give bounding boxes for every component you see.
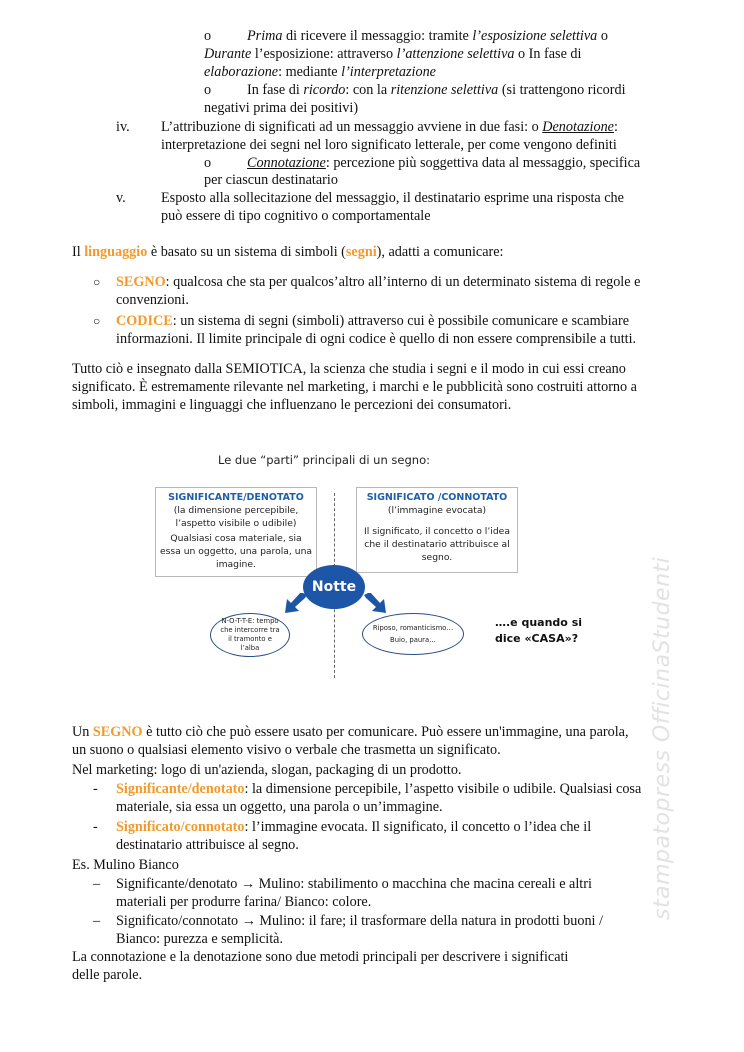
ellipse-line: Riposo, romanticismo… [372,623,454,632]
text-span: l’esposizione selettiva [472,28,598,44]
text-span: Nel marketing: logo di un'azienda, slogan, packaging di un prodotto. [72,762,462,778]
text-span: destinatario attribuisce al segno. [116,837,299,853]
text-span: : percezione più soggettiva data al messaggio, specifica [325,155,641,171]
box-line: Il significato, il concetto o l’idea [364,526,510,537]
text-span: l’interpretazione [341,64,436,80]
mulino-line: Significato/connotato → Mulino: il fare; il trasformare della natura in prodotti buoni / [116,913,603,929]
text-span: ritenzione selettiva [390,82,499,98]
linguaggio-intro [72,243,504,261]
highlighted-term: Significato/connotato [116,819,245,835]
watermark: stampatopress OfficinaStudenti [650,556,675,920]
box-line: l’aspetto visibile o udibile) [175,518,297,529]
rich-line [116,330,636,348]
text-span: ricordo [303,82,346,98]
rich-line [247,27,608,45]
dash-marker: – [93,876,101,892]
dash-marker: - [93,781,98,797]
text-span: negativi prima dei positivi) [204,100,359,116]
significato-box [356,487,518,573]
text-span: un suono o qualsiasi elemento visivo o verbale che trasmetta un significato. [72,742,501,758]
text-span: o In fase di [514,46,582,62]
highlighted-term: CODICE [116,313,173,329]
text-span: può essere di tipo cognitivo o comportamentale [161,208,431,224]
rich-line [116,312,629,330]
text-span: l’esposizione: attraverso [251,46,397,62]
highlighted-term: Significante/denotato [116,781,245,797]
box-line: Qualsiasi cosa materiale, sia [170,533,302,544]
text-span: o [597,28,608,44]
dash-marker: – [93,913,101,929]
rich-line [116,798,443,816]
sub-item-marker: o [204,28,212,44]
ellipse-line: l’alba [240,644,260,652]
rich-line [72,723,629,741]
question-line: dice «CASA»? [495,632,579,645]
rich-line [116,818,591,836]
text-span: (si trattengono ricordi [498,82,626,98]
text-span: : mediante [278,64,342,80]
rich-line [161,118,618,136]
box-line: essa un oggetto, una parola, una [159,546,313,557]
text-span: In fase di [247,82,304,98]
text-span: Durante [204,46,252,62]
highlighted-term: SEGNO [92,724,143,740]
text-span: ), adatti a comunicare: [376,244,504,260]
text-span: è basato su un sistema di simboli ( [147,244,346,260]
rich-line [204,45,581,63]
sub-item-marker: o [204,82,212,98]
mulino-line: Significante/denotato → Mulino: stabilimento o macchina che macina cereali e altri [116,876,592,892]
significante-box [155,487,317,577]
box-line: (l’immagine evocata) [387,505,487,516]
rich-line [247,154,640,172]
mulino-line: materiali per produrre farina/ Bianco: colore. [116,894,372,910]
notte-bubble: Notte [303,565,365,609]
text-span: : con la [345,82,391,98]
roman-marker: v. [116,190,126,206]
text-span: per ciascun destinatario [204,172,338,188]
text-span: Un [72,724,93,740]
connotation-ellipse [362,613,464,655]
roman-marker: iv. [116,119,130,135]
rich-line [116,780,641,798]
semiotica-line: simboli, immagini e linguaggi che influenzano le percezioni dei consumatori. [72,397,512,413]
mulino-line: Bianco: purezza e semplicità. [116,931,284,947]
text-span: : [613,119,618,135]
rich-line [161,207,431,225]
text-span: è tutto ciò che può essere usato per comunicare. Può essere un'immagine, una parola, [142,724,629,740]
casa-question [495,615,582,647]
mulino-heading: Es. Mulino Bianco [72,857,179,873]
rich-line [116,291,189,309]
sign-diagram [150,445,600,670]
rich-line [116,836,299,854]
semiotica-line: Tutto ciò e insegnato dalla SEMIOTICA, la scienza che studia i segni e il modo in cui essi creano [72,361,626,377]
highlighted-term: segni [345,244,377,260]
left-arrow-icon [283,593,309,615]
right-arrow-icon [362,593,388,615]
highlighted-term: SEGNO [116,274,166,290]
rich-line [204,171,338,189]
text-span: L’attribuzione di significati ad un messaggio avviene in due fasi: o [161,119,543,135]
closing-line: La connotazione e la denotazione sono due metodi principali per descrivere i significati [72,949,569,965]
text-span: materiale, sia essa un oggetto, una parola o un’immagine. [116,799,443,815]
box-line: che il destinatario attribuisce al [364,539,510,550]
text-span: : un sistema di segni (simboli) attraverso cui è possibile comunicare e scambiare [172,313,629,329]
text-span: Connotazione [247,155,326,171]
text-span: l’attenzione selettiva [396,46,515,62]
text-span: : la dimensione percepibile, l’aspetto visibile o udibile. Qualsiasi cosa [244,781,642,797]
rich-line [116,273,640,291]
text-span: Il [72,244,85,260]
semiotica-line: significato. È estremamente rilevante nel marketing, i marchi e le pubblicità sono costruiti attorno a [72,379,637,395]
rich-line [72,741,501,759]
bullet-marker: ○ [93,275,101,289]
closing-line: delle parole. [72,967,143,983]
rich-line [161,189,624,207]
text-span: elaborazione [204,64,279,80]
text-span: : l’immagine evocata. Il significato, il concetto o l’idea che il [244,819,592,835]
denotation-ellipse [210,613,290,657]
text-span: di ricevere il messaggio: tramite [282,28,473,44]
text-span: convenzioni. [116,292,189,308]
rich-line [247,81,626,99]
box-line: segno. [421,552,453,563]
box-line: (la dimensione percepibile, [173,505,299,516]
text-span: Denotazione [542,119,614,135]
highlighted-term: linguaggio [84,244,148,260]
significato-title: SIGNIFICATO /CONNOTATO [366,492,508,503]
rich-line [72,761,461,779]
box-line: imagine. [216,559,256,570]
box-spacer [357,517,517,525]
rich-line [204,63,436,81]
ellipse-line: il tramonto e [228,635,272,643]
dash-marker: - [93,819,98,835]
bullet-marker: ○ [93,314,101,328]
ellipse-line: Buio, paura… [390,635,436,644]
diagram-title: Le due “parti” principali di un segno: [218,453,430,467]
text-span: : qualcosa che sta per qualcos’altro all’interno di un determinato sistema di regole e [165,274,641,290]
text-span: Prima [247,28,283,44]
text-span: informazioni. Il limite principale di ogni codice è quello di non essere comprensibile a tutti. [116,331,637,347]
text-span: Esposto alla sollecitazione del messaggio, il destinatario esprime una risposta che [161,190,624,206]
text-span: interpretazione dei segni nel loro significato letterale, per come vengono definiti [161,137,617,153]
ellipse-line: N-O-T-T-E: tempo [221,617,279,625]
ellipse-line: che intercorre tra [220,626,280,634]
sub-item-marker: o [204,155,212,171]
significante-title: SIGNIFICANTE/DENOTATO [168,492,304,503]
rich-line [161,136,617,154]
question-line: ….e quando si [495,616,583,629]
rich-line [204,99,358,117]
